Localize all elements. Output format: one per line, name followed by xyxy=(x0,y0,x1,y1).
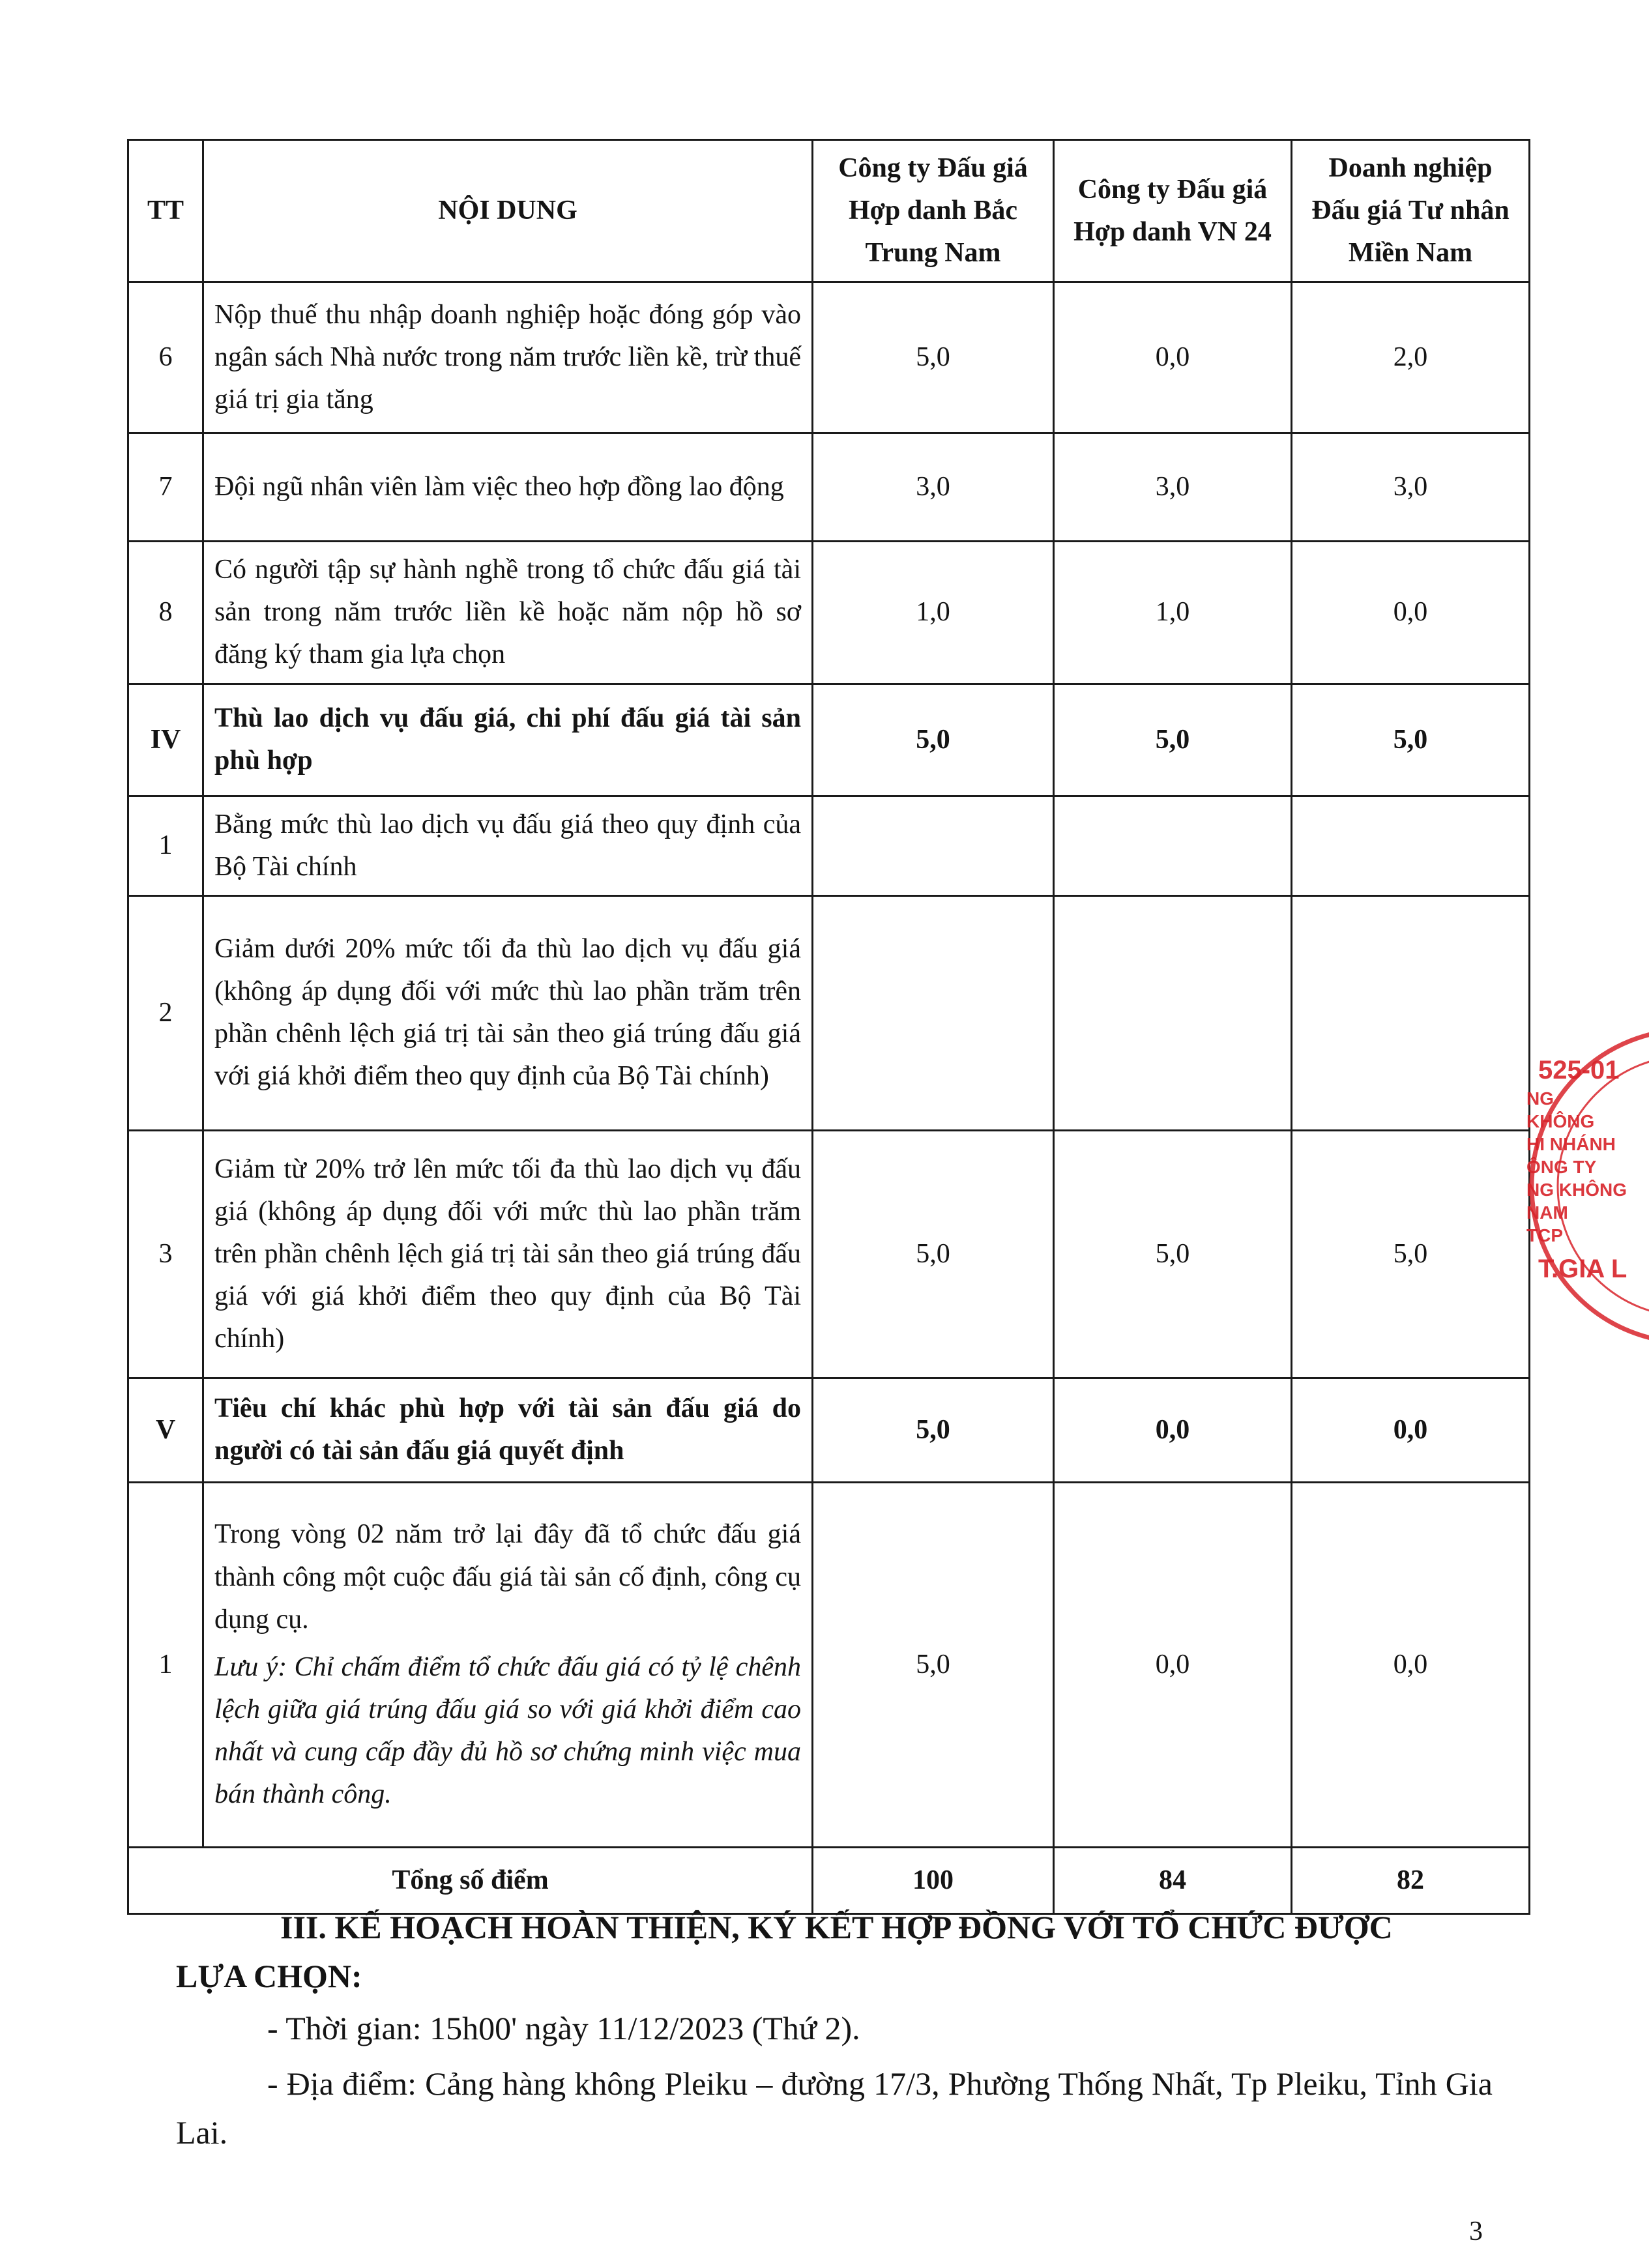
header-col3: Doanh nghiệp Đấu giá Tư nhân Miền Nam xyxy=(1292,140,1530,282)
table-row xyxy=(128,796,1530,895)
row-score-1: 5,0 xyxy=(813,684,1054,796)
table-row xyxy=(128,282,1530,433)
section-heading xyxy=(176,1903,1493,2001)
seal-graphic xyxy=(1519,1017,1649,1356)
row-score-2 xyxy=(1054,895,1292,1130)
header-col2: Công ty Đấu giá Hợp danh VN 24 xyxy=(1054,140,1292,282)
section-heading-line1: III. KẾ HOẠCH HOÀN THIỆN, KÝ KẾT HỢP ĐỒNG VỚI TỔ CHỨC ĐƯỢC xyxy=(280,1909,1393,1945)
svg-text:NAM: NAM xyxy=(1526,1202,1568,1223)
table-header-row xyxy=(128,140,1530,282)
row-score-3 xyxy=(1292,895,1530,1130)
row-score-1: 1,0 xyxy=(813,542,1054,684)
row-score-3: 0,0 xyxy=(1292,1378,1530,1482)
row-score-2: 0,0 xyxy=(1054,1482,1292,1847)
row-tt: IV xyxy=(128,684,203,796)
row-score-1: 5,0 xyxy=(813,1378,1054,1482)
row-score-1: 5,0 xyxy=(813,1482,1054,1847)
score-table xyxy=(127,139,1530,1915)
svg-text:TCP: TCP xyxy=(1526,1225,1563,1245)
svg-text:525-01: 525-01 xyxy=(1538,1056,1620,1084)
svg-text:ÔNG TY: ÔNG TY xyxy=(1526,1157,1597,1177)
header-tt: TT xyxy=(128,140,203,282)
time-line: - Thời gian: 15h00' ngày 11/12/2023 (Thứ 2). xyxy=(267,2010,860,2046)
total-score-2: 84 xyxy=(1054,1847,1292,1913)
row-note: Lưu ý: Chỉ chấm điểm tổ chức đấu giá có tỷ lệ chênh lệch giữa giá trúng đấu giá so với giá khởi điểm cao nhất và cung cấp đầy đủ hồ sơ chứng minh việc mua bán thành công. xyxy=(214,1651,801,1809)
row-score-3: 0,0 xyxy=(1292,1482,1530,1847)
svg-text:HI NHÁNH: HI NHÁNH xyxy=(1526,1134,1616,1154)
row-content-text: Trong vòng 02 năm trở lại đây đã tổ chức đấu giá thành công một cuộc đấu giá tài sản cố định, công cụ dụng cụ. xyxy=(214,1519,801,1635)
company-seal xyxy=(1519,1017,1649,1356)
row-score-1 xyxy=(813,895,1054,1130)
row-tt: 1 xyxy=(128,1482,203,1847)
table-row xyxy=(128,684,1530,796)
header-content: NỘI DUNG xyxy=(203,140,813,282)
row-score-2: 3,0 xyxy=(1054,433,1292,542)
place-line: - Địa điểm: Cảng hàng không Pleiku – đường 17/3, Phường Thống Nhất, Tp Pleiku, Tỉnh Gia Lai. xyxy=(176,2065,1493,2151)
total-label: Tổng số điểm xyxy=(128,1847,813,1913)
row-tt: 1 xyxy=(128,796,203,895)
table-row xyxy=(128,895,1530,1130)
row-score-3: 5,0 xyxy=(1292,1130,1530,1378)
row-tt: 2 xyxy=(128,895,203,1130)
row-score-3: 5,0 xyxy=(1292,684,1530,796)
row-content: Tiêu chí khác phù hợp với tài sản đấu giá do người có tài sản đấu giá quyết định xyxy=(203,1378,813,1482)
svg-text:NG: NG xyxy=(1526,1088,1554,1109)
row-score-2: 5,0 xyxy=(1054,1130,1292,1378)
table-row xyxy=(128,1130,1530,1378)
row-score-2: 0,0 xyxy=(1054,282,1292,433)
row-score-3: 2,0 xyxy=(1292,282,1530,433)
row-content xyxy=(203,1482,813,1847)
row-tt: 7 xyxy=(128,433,203,542)
row-content: Nộp thuế thu nhập doanh nghiệp hoặc đóng góp vào ngân sách Nhà nước trong năm trước liền kề, trừ thuế giá trị gia tăng xyxy=(203,282,813,433)
table-row xyxy=(128,542,1530,684)
row-content: Giảm từ 20% trở lên mức tối đa thù lao dịch vụ đấu giá (không áp dụng đối với mức thù lao phần trăm trên phần chênh lệch giá trị tài sản theo giá trúng đấu giá với giá khởi điểm theo quy định của Bộ Tài chính) xyxy=(203,1130,813,1378)
row-score-1 xyxy=(813,796,1054,895)
row-content: Thù lao dịch vụ đấu giá, chi phí đấu giá tài sản phù hợp xyxy=(203,684,813,796)
total-score-3: 82 xyxy=(1292,1847,1530,1913)
row-score-2: 5,0 xyxy=(1054,684,1292,796)
page-number: 3 xyxy=(1469,2217,1483,2246)
row-score-3: 3,0 xyxy=(1292,433,1530,542)
row-score-2: 0,0 xyxy=(1054,1378,1292,1482)
svg-text:KHÔNG: KHÔNG xyxy=(1526,1111,1595,1131)
row-content: Đội ngũ nhân viên làm việc theo hợp đồng lao động xyxy=(203,433,813,542)
row-score-2: 1,0 xyxy=(1054,542,1292,684)
table-row xyxy=(128,1482,1530,1847)
row-content: Giảm dưới 20% mức tối đa thù lao dịch vụ đấu giá (không áp dụng đối với mức thù lao phần trăm trên phần chênh lệch giá trị tài sản theo giá trúng đấu giá với giá khởi điểm theo quy định của Bộ Tài chính) xyxy=(203,895,813,1130)
total-score-1: 100 xyxy=(813,1847,1054,1913)
row-score-1: 5,0 xyxy=(813,1130,1054,1378)
row-content: Bằng mức thù lao dịch vụ đấu giá theo quy định của Bộ Tài chính xyxy=(203,796,813,895)
row-tt: 3 xyxy=(128,1130,203,1378)
row-score-3 xyxy=(1292,796,1530,895)
row-score-3: 0,0 xyxy=(1292,542,1530,684)
row-score-1: 5,0 xyxy=(813,282,1054,433)
svg-text:T.GIA L: T.GIA L xyxy=(1538,1255,1627,1283)
row-score-1: 3,0 xyxy=(813,433,1054,542)
table-row xyxy=(128,433,1530,542)
row-tt: 8 xyxy=(128,542,203,684)
header-col1: Công ty Đấu giá Hợp danh Bắc Trung Nam xyxy=(813,140,1054,282)
row-tt: 6 xyxy=(128,282,203,433)
table-row xyxy=(128,1378,1530,1482)
section-heading-line2: LỰA CHỌN: xyxy=(176,1958,362,1994)
row-content: Có người tập sự hành nghề trong tổ chức đấu giá tài sản trong năm trước liền kề hoặc năm nộp hồ sơ đăng ký tham gia lựa chọn xyxy=(203,542,813,684)
row-score-2 xyxy=(1054,796,1292,895)
row-tt: V xyxy=(128,1378,203,1482)
svg-text:NG KHÔNG: NG KHÔNG xyxy=(1526,1180,1627,1200)
